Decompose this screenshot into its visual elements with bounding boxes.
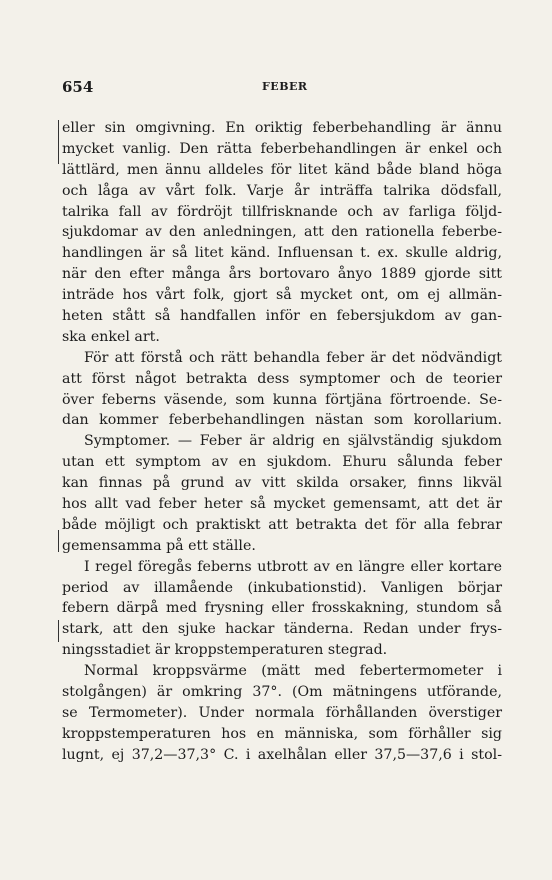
text-line: lättlärd, men ännu alldeles för litet känd både bland höga <box>62 161 502 178</box>
text-line: se Termometer). Under normala förhållanden överstiger <box>62 704 502 721</box>
margin-mark <box>58 530 59 552</box>
text-line: ska enkel art. <box>62 328 160 345</box>
text-line: Symptomer. — Feber är aldrig en självständig sjukdom <box>84 433 502 450</box>
text-line: Normal kroppsvärme (mätt med febertermometer i <box>84 663 502 680</box>
text-line: stark, att den sjuke hackar tänderna. Redan under frys- <box>62 621 502 638</box>
text-line: För att förstå och rätt behandla feber är det nödvändigt <box>84 349 502 366</box>
text-line: mycket vanlig. Den rätta feberbehandlingen är enkel och <box>62 140 502 157</box>
margin-mark <box>58 620 59 642</box>
text-line: lugnt, ej 37,2—37,3° C. i axelhålan eller 37,5—37,6 i stol- <box>62 746 502 763</box>
running-title: FEBER <box>262 80 308 93</box>
body-text <box>62 118 502 766</box>
text-line: talrika fall av fördröjt tillfrisknande och av farliga följd- <box>62 203 502 220</box>
text-line: heten stått så handfallen inför en febersjukdom av gan- <box>62 308 502 325</box>
text-line: gemensamma på ett ställe. <box>62 537 256 554</box>
text-line: kan finnas på grund av vitt skilda orsaker, finns likväl <box>62 475 502 492</box>
text-line: I regel föregås feberns utbrott av en längre eller kortare <box>84 558 502 575</box>
text-line: utan ett symptom av en sjukdom. Ehuru sålunda feber <box>62 454 502 471</box>
text-line: att först något betrakta dess symptomer och de teorier <box>62 370 502 387</box>
text-line: över feberns väsende, som kunna förtjäna förtroende. Se- <box>62 391 502 408</box>
text-line: hos allt vad feber heter så mycket gemensamt, att det är <box>62 496 502 513</box>
margin-mark <box>58 120 59 164</box>
text-line: ningsstadiet är kroppstemperaturen stegrad. <box>62 642 388 659</box>
text-line: febern därpå med frysning eller frosskakning, stundom så <box>62 600 502 617</box>
text-line: både möjligt och praktiskt att betrakta det för alla febrar <box>62 516 502 533</box>
text-line: inträde hos vårt folk, gjort så mycket ont, om ej allmän- <box>62 287 502 304</box>
text-line: när den efter många års bortovaro ånyo 1889 gjorde sitt <box>62 266 502 283</box>
text-line: handlingen är så litet känd. Influensan t. ex. skulle aldrig, <box>62 245 502 262</box>
text-line: sjukdomar av den anledningen, att den rationella feberbe- <box>62 224 502 241</box>
text-line: dan kommer feberbehandlingen nästan som korollarium. <box>62 412 502 429</box>
text-line: period av illamående (inkubationstid). Vanligen börjar <box>62 579 502 596</box>
text-line: och låga av vårt folk. Varje år inträffa talrika dödsfall, <box>62 182 502 199</box>
page-number: 654 <box>62 78 94 96</box>
page-header <box>62 78 502 100</box>
text-line: kroppstemperaturen hos en människa, som förhåller sig <box>62 725 502 742</box>
text-line: stolgången) är omkring 37°. (Om mätningens utförande, <box>62 684 502 701</box>
text-line: eller sin omgivning. En oriktig feberbehandling är ännu <box>62 120 502 136</box>
